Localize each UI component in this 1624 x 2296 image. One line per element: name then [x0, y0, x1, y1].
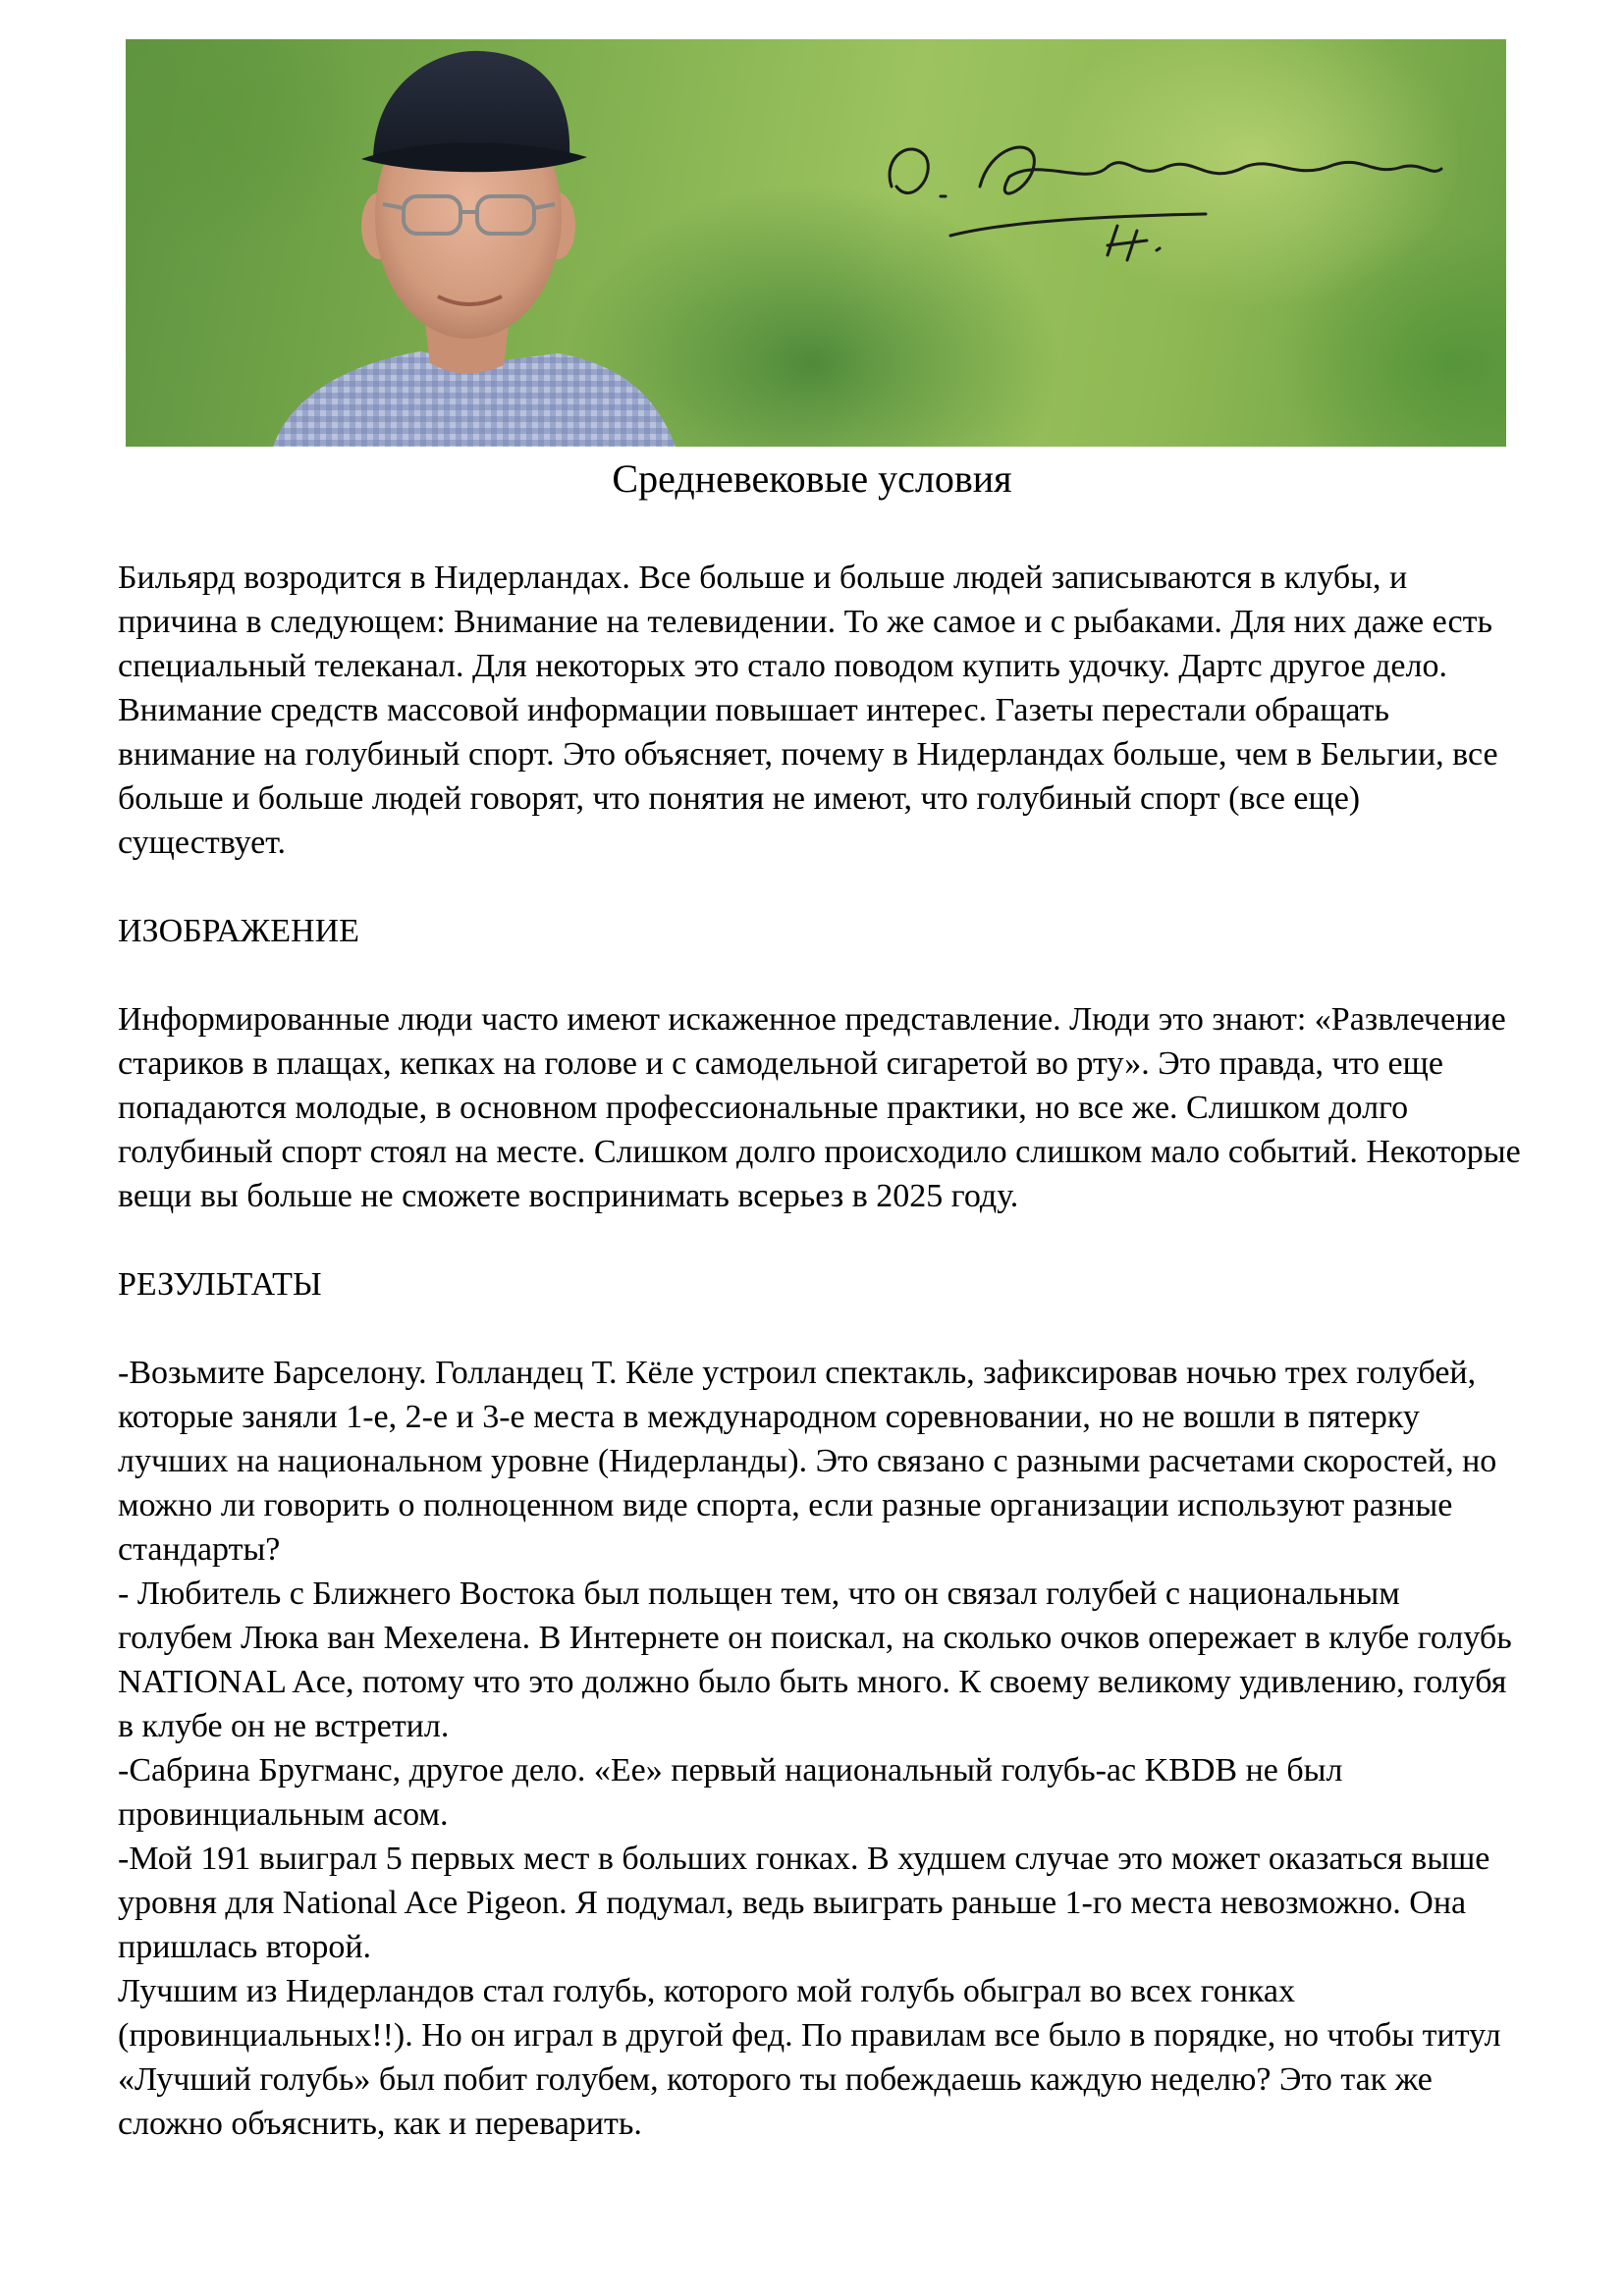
banner-artwork — [126, 39, 1506, 447]
results-item: - Любитель с Ближнего Востока был польщен тем, что он связал голубей с национальным голубем Люка ван Мехелена. В Интернете он поискал, на сколько очков опережает в клубе голубь NATIONAL Ace, потому что это должно было быть много. К своему великому удивлению, голубя в клубе он не встретил. — [118, 1575, 1512, 1744]
page-title: Средневековые условия — [612, 456, 1012, 501]
article-body — [118, 556, 1522, 2146]
results-item: Лучшим из Нидерландов стал голубь, которого мой голубь обыграл во всех гонках (провинциальных!!). Но он играл в другой фед. По правилам все было в порядке, но чтобы титул «Лучший голубь» был побит голубем, которого ты побеждаешь каждую неделю? Это так же сложно объяснить, как и переварить. — [118, 1973, 1501, 2142]
portrait-photo — [273, 51, 676, 447]
intro-paragraph: Бильярд возродится в Нидерландах. Все больше и больше людей записываются в клубы, и причина в следующем: Внимание на телевидении. То же самое и с рыбаками. Для них даже есть специальный телеканал. Для некоторых это стало поводом купить удочку. Дартс другое дело. Внимание средств массовой информации повышает интерес. Газеты перестали обращать внимание на голубиный спорт. Это объясняет, почему в Нидерландах больше, чем в Бельгии, все больше и больше людей говорят, что понятия не имеют, что голубиный спорт (все еще) существует. — [118, 560, 1498, 861]
paragraph-spacer — [118, 865, 1522, 909]
paragraph-spacer — [118, 1218, 1522, 1262]
signature-graphic — [890, 147, 1441, 260]
paragraph-spacer — [118, 1307, 1522, 1351]
section-heading-results: РЕЗУЛЬТАТЫ — [118, 1266, 322, 1303]
results-item: -Сабрина Бругманс, другое дело. «Ее» первый национальный голубь-ас KBDB не был провинциальным асом. — [118, 1752, 1343, 1833]
results-item: -Возьмите Барселону. Голландец Т. Кёле устроил спектакль, зафиксировав ночью трех голубей, которые заняли 1-е, 2-е и 3-е места в международном соревновании, но не вошли в пятерку лучших на национальном уровне (Нидерланды). Это связано с разными расчетами скоростей, но можно ли говорить о полноценном виде спорта, если разные организации используют разные стандарты? — [118, 1355, 1497, 1568]
section-heading-image: ИЗОБРАЖЕНИЕ — [118, 913, 359, 949]
image-paragraph: Информированные люди часто имеют искаженное представление. Люди это знают: «Развлечение стариков в плащах, кепках на голове и с самодельной сигаретой во рту». Это правда, что еще попадаются молодые, в основном профессиональные практики, но все же. Слишком долго голубиный спорт стоял на месте. Слишком долго происходило слишком мало событий. Некоторые вещи вы больше не сможете воспринимать всерьез в 2025 году. — [118, 1001, 1521, 1214]
paragraph-spacer — [118, 953, 1522, 997]
header-banner — [126, 39, 1506, 447]
results-item: -Мой 191 выиграл 5 первых мест в больших гонках. В худшем случае это может оказаться выше уровня для National Ace Pigeon. Я подумал, ведь выиграть раньше 1-го места невозможно. Она пришлась второй. — [118, 1841, 1490, 1965]
